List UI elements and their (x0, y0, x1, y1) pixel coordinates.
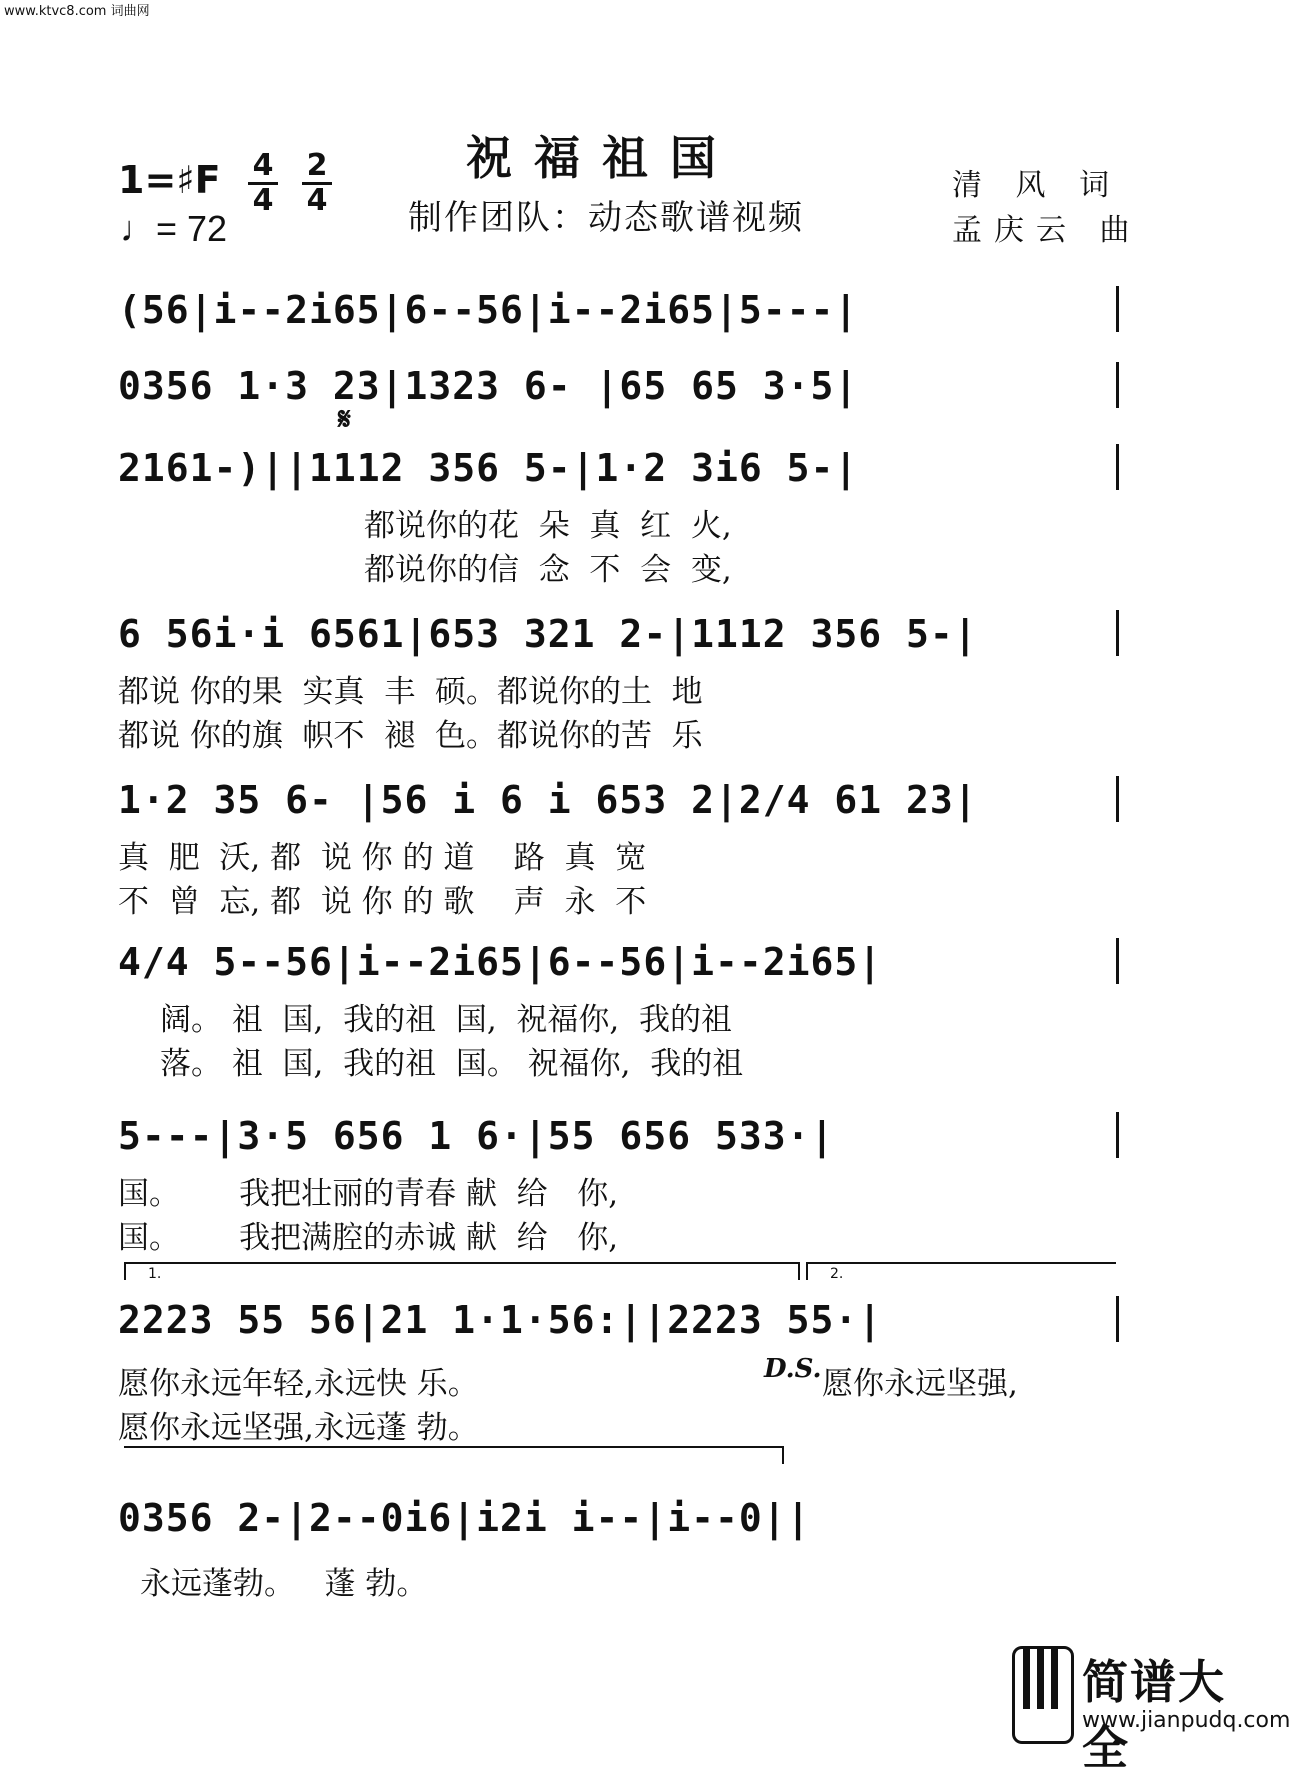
bar-line (1116, 444, 1119, 490)
bar-line (1116, 286, 1119, 332)
lyric-line-6a: 阔。 祖 国, 我的祖 国, 祝福你, 我的祖 (160, 1002, 732, 1038)
lyric-line-9: 永远蓬勃。 蓬 勃。 (140, 1566, 428, 1602)
time-sig-bottom: 4 (306, 183, 328, 218)
volta-bracket-1 (124, 1262, 800, 1264)
time-sig-bottom: 4 (252, 183, 274, 218)
volta-tick (806, 1262, 808, 1280)
notation-line-1: (56|i--2i65|6--56|i--2i65|5---| (118, 288, 859, 332)
time-sig-top: 4 (252, 148, 274, 183)
lyric-line-5b: 不 曾 忘, 都 说 你 的 歌 声 永 不 (118, 884, 647, 920)
bar-line (1116, 362, 1119, 408)
time-signature-2-4 (302, 148, 332, 218)
composer-credit: 孟庆云 曲 (952, 213, 1142, 248)
lyric-line-8a: 愿你永远年轻,永远快 乐。 (118, 1366, 479, 1402)
notation-line-3: 2161-)||1112 356 5-|1·2 3i6 5-| (118, 446, 859, 490)
notation-line-4: 6 56i·i 6561|653 321 2-|1112 356 5-| (118, 612, 978, 656)
site-logo (1012, 1646, 1290, 1775)
notation-line-2: 0356 1·3 23|1323 6- |65 65 3·5| (118, 364, 859, 408)
notation-line-8: 2223 55 56|21 1·1·56:||2223 55·| (118, 1298, 883, 1342)
lyric-line-4b: 都说 你的旗 帜不 褪 色。都说你的苦 乐 (118, 718, 703, 754)
volta-bracket-2 (806, 1262, 1116, 1264)
ds-marking: D.S. (764, 1354, 822, 1384)
key-signature: 1=♯F (118, 158, 221, 202)
volta-tick (798, 1262, 800, 1280)
lyric-line-3b: 都说你的信 念 不 会 变, (364, 552, 732, 588)
bar-line (1116, 1296, 1119, 1342)
coda-bracket (124, 1446, 784, 1448)
lyric-line-4a: 都说 你的果 实真 丰 硕。都说你的土 地 (118, 674, 703, 710)
lyric-line-5a: 真 肥 沃, 都 说 你 的 道 路 真 宽 (118, 840, 647, 876)
notation-line-6: 4/4 5--56|i--2i65|6--56|i--2i65| (118, 940, 883, 984)
notation-line-9: 0356 2-|2--0i6|i2i i--|i--0|| (118, 1496, 811, 1540)
piano-icon (1012, 1646, 1074, 1744)
lyric-line-7a: 国。 我把壮丽的青春 献 给 你, (118, 1176, 619, 1212)
lyric-line-6b: 落。 祖 国, 我的祖 国。 祝福你, 我的祖 (160, 1046, 744, 1082)
segno-sign: 𝄋 (338, 402, 351, 437)
bar-line (1116, 776, 1119, 822)
lyricist-credit: 清 风 词 (952, 168, 1122, 203)
notation-line-5: 1·2 35 6- |56 i 6 i 653 2|2/4 61 23| (118, 778, 978, 822)
team-credit: 制作团队：动态歌谱视频 (408, 198, 804, 238)
site-tag: www.ktvc8.com 词曲网 (4, 4, 150, 19)
time-sig-top: 2 (306, 148, 328, 183)
volta-tick (124, 1262, 126, 1280)
volta-number-2: 2. (830, 1266, 844, 1282)
bar-line (1116, 610, 1119, 656)
lyric-line-7b: 国。 我把满腔的赤诚 献 给 你, (118, 1220, 619, 1256)
lyric-line-3a: 都说你的花 朵 真 红 火, (364, 508, 732, 544)
notation-line-7: 5---|3·5 656 1 6·|55 656 533·| (118, 1114, 835, 1158)
tempo-marking: ♩= 72 (120, 208, 228, 249)
logo-url: www.jianpudq.com (1082, 1708, 1290, 1733)
volta-number-1: 1. (148, 1266, 162, 1282)
lyric-line-8-second-ending: 愿你永远坚强, (822, 1366, 1018, 1402)
bar-line (1116, 938, 1119, 984)
bar-line (1116, 1112, 1119, 1158)
logo-text: 简谱大全 (1082, 1655, 1226, 1775)
time-signature-4-4 (248, 148, 278, 218)
coda-tick (782, 1446, 784, 1464)
lyric-line-8b: 愿你永远坚强,永远蓬 勃。 (118, 1410, 479, 1446)
page-title: 祝福祖国 (466, 131, 738, 185)
